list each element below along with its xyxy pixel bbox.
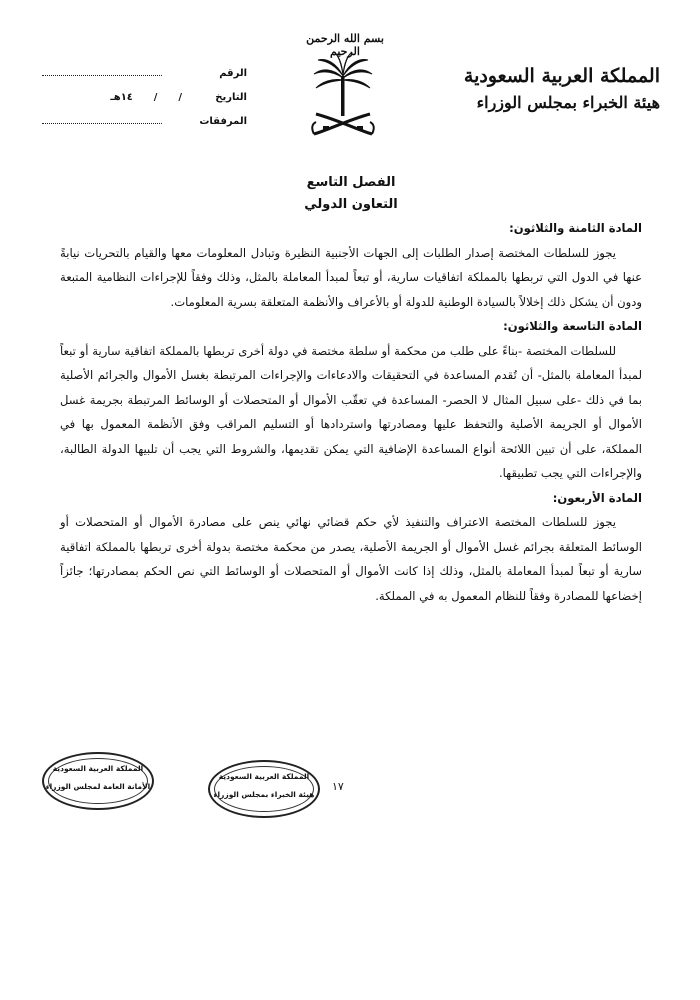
document-body bbox=[60, 172, 642, 608]
article-40-text: يجوز للسلطات المختصة الاعتراف والتنفيذ لأي حكم قضائي نهائي ينص على مصادرة الأموال أو المتحصلات أو الوسائط المتعلقة بجرائم غسل الأموال أو الجريمة الأصلية، يصدر من محكمة مختصة بدولة أخرى تربطها بالمملكة اتفاقية سارية أو تبعاً لمبدأ المعاملة بالمثل، وذلك إذا كانت الأموال أو المتحصلات أو الوسائط التي نص الحكم بمصادرتها؛ جائزاً إخضاعها للمصادرة وفقاً للنظام المعمول به في المملكة. bbox=[60, 515, 642, 603]
basmala: بسم الله الرحمن الرحيم bbox=[306, 32, 384, 58]
article-38-text: يجوز للسلطات المختصة إصدار الطلبات إلى الجهات الأجنبية النظيرة وتبادل المعلومات معها والقيام بالتحريات نيابةً عنها في الدول التي تربطها بالمملكة اتفاقيات سارية، أو تبعاً لمبدأ المعاملة بالمثل، وذلك وفقاً للإجراءات النظامية المتبعة ودون أن يشكل ذلك إخلالاً بالسيادة الوطنية للدولة أو بالأعراف والأنظمة المتعلقة بسرية المعلومات. bbox=[60, 245, 642, 309]
reference-fields bbox=[42, 64, 247, 136]
org-name-line2: هيئة الخبراء بمجلس الوزراء bbox=[476, 93, 660, 112]
article-39-text: للسلطات المختصة -بناءً على طلب من محكمة أو سلطة مختصة في دولة أخرى تربطها بالمملكة اتفاقية سارية أو تبعاً لمبدأ المعاملة بالمثل- أن تُقدم المساعدة في التحقيقات والادعاءات والإجراءات المرتبطة بغسل الأموال والجرائم الأصلية بما في ذلك -على سبيل المثال لا الحصر- المساعدة في تعقّب الأموال أو المتحصلات أو الوسائط المرتبطة بجريمة غسل الأموال أو الجريمة الأصلية والتحفظ عليها ومصادرتها واستردادها أو التسليم المراقب وفق الأنظمة المعمول بها في المملكة، على أن تبين اللائحة أنواع المساعدة الإضافية التي يمكن تقديمها، والشروط التي يجب أن تلبيها الدولة الطالبة، والإجراءات التي يجب تطبيقها. bbox=[60, 343, 642, 480]
number-line bbox=[42, 75, 162, 76]
official-seal-right bbox=[208, 760, 320, 818]
attachments-label: المرفقات bbox=[199, 116, 247, 127]
date-label: التاريخ bbox=[215, 92, 247, 103]
seal-left-line1: المملكة العربية السعودية bbox=[52, 764, 144, 773]
saudi-emblem-icon bbox=[308, 50, 378, 142]
number-label: الرقم bbox=[219, 68, 247, 79]
date-value: / / ١٤هـ bbox=[110, 92, 182, 103]
seal-right-line1: المملكة العربية السعودية bbox=[218, 772, 310, 781]
article-40-heading: المادة الأربعون: bbox=[552, 490, 642, 505]
article-38-heading: المادة الثامنة والثلاثون: bbox=[509, 221, 642, 235]
official-seal-left bbox=[42, 752, 154, 810]
attachments-line bbox=[42, 123, 162, 124]
organization-letterhead bbox=[410, 62, 660, 116]
org-name-line1: المملكة العربية السعودية bbox=[463, 65, 660, 87]
chapter-subtitle: التعاون الدولي bbox=[304, 197, 398, 212]
page-number: ١٧ bbox=[332, 780, 344, 793]
seal-right-line2: هيئة الخبراء بمجلس الوزراء bbox=[213, 790, 315, 799]
seal-left-line2: الأمانة العامة لمجلس الوزراء bbox=[45, 782, 151, 791]
date-field bbox=[42, 88, 247, 112]
number-field bbox=[42, 64, 247, 88]
article-39-heading: المادة التاسعة والثلاثون: bbox=[503, 319, 642, 333]
chapter-title: الفصل التاسع bbox=[306, 175, 396, 190]
attachments-field bbox=[42, 112, 247, 136]
